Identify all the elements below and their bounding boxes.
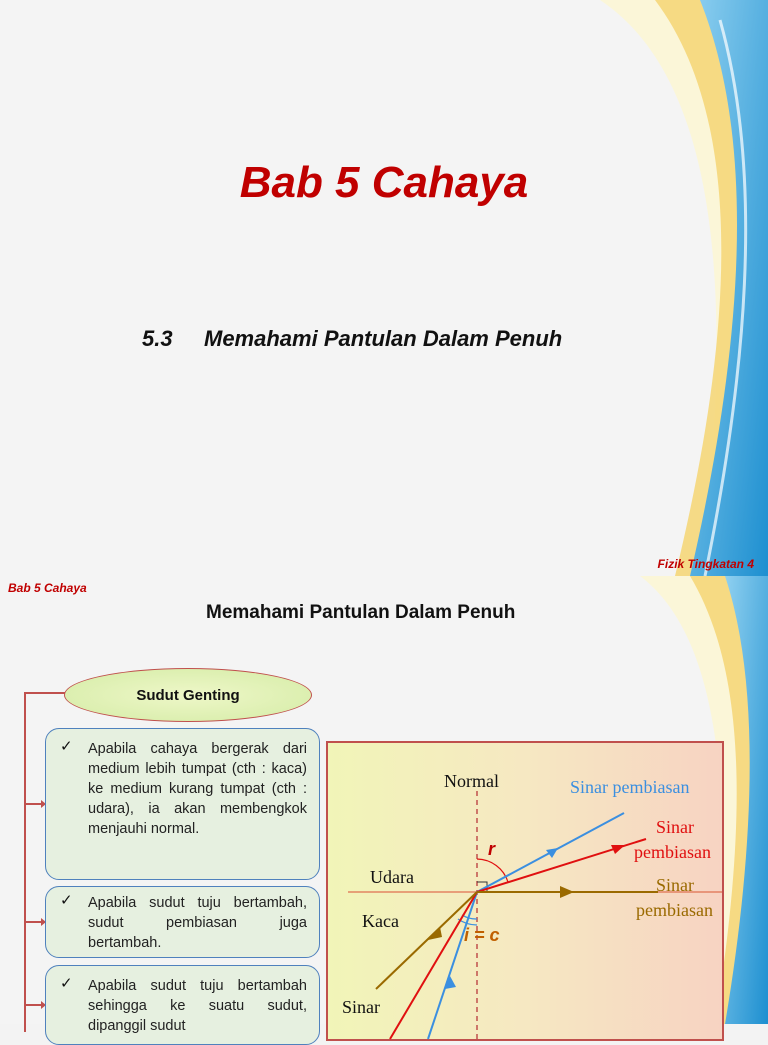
slide-footer: Fizik Tingkatan 4 — [657, 557, 754, 571]
bracket-arrow — [24, 803, 42, 805]
label-incident-ray: Sinar — [342, 997, 380, 1017]
refraction-diagram — [326, 741, 724, 1041]
label-brown-ray-2: pembiasan — [636, 900, 713, 920]
slide-subtitle — [142, 326, 562, 352]
label-red-ray-2: pembiasan — [634, 842, 711, 862]
label-blue-ray: Sinar pembiasan — [570, 777, 690, 797]
bracket-arrow — [24, 921, 42, 923]
bracket-arrow — [24, 1004, 42, 1006]
blue-incident-ray — [428, 892, 477, 1039]
point-text: Apabila sudut tuju bertambah, sudut pembiasan juga bertambah. — [88, 895, 307, 951]
red-arrow — [611, 845, 625, 854]
oval-label: Sudut Genting — [136, 686, 240, 704]
label-angle-ic: i = c — [464, 925, 500, 945]
point-text: Apabila cahaya bergerak dari medium lebih tumpat (cth : kaca) ke medium kurang tumpat (cth : udara), ia akan membengkok menjauhi normal. — [88, 741, 307, 837]
slide-title: Bab 5 Cahaya — [239, 158, 529, 207]
slide-title: Memahami Pantulan Dalam Penuh — [206, 602, 516, 623]
chapter-label: Bab 5 Cahaya — [8, 581, 87, 595]
subtitle-text: Memahami Pantulan Dalam Penuh — [204, 326, 563, 351]
label-udara: Udara — [370, 867, 414, 887]
label-brown-ray-1: Sinar — [656, 875, 694, 895]
red-incident-ray — [390, 892, 477, 1039]
label-kaca: Kaca — [362, 911, 399, 931]
brown-arrow — [560, 886, 574, 898]
check-icon: ✓ — [60, 892, 73, 909]
point-box — [45, 886, 320, 958]
bracket-line — [24, 692, 26, 1032]
point-text: Apabila sudut tuju bertambah sehingga ke suatu sudut, dipanggil sudut — [88, 978, 307, 1034]
bracket-top — [24, 692, 66, 694]
check-icon: ✓ — [60, 975, 73, 992]
content-slide — [0, 576, 768, 1034]
label-angle-r: r — [488, 839, 496, 859]
label-normal: Normal — [444, 771, 499, 791]
brown-arrow-incident — [428, 927, 442, 940]
check-icon: ✓ — [60, 738, 73, 755]
subtitle-number: 5.3 — [142, 326, 173, 351]
point-box — [45, 728, 320, 880]
label-red-ray-1: Sinar — [656, 817, 694, 837]
concept-oval — [64, 668, 312, 722]
point-box — [45, 965, 320, 1045]
